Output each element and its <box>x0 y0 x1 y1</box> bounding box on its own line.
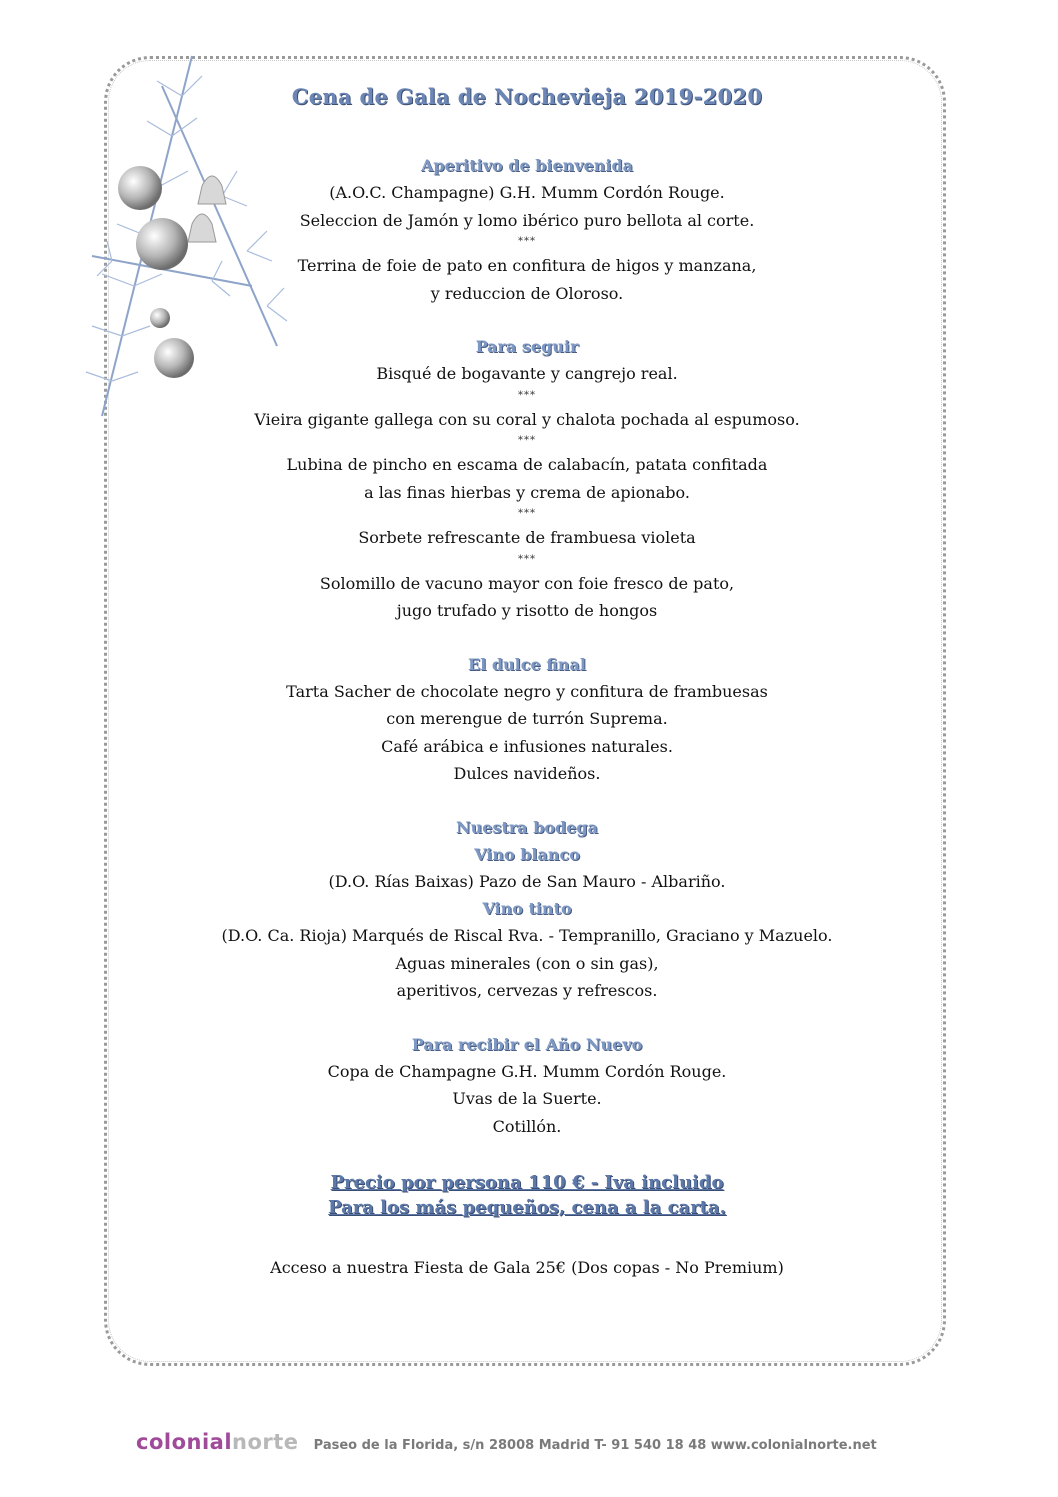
section-heading-vino-blanco: Vino blanco <box>474 844 580 864</box>
separator: *** <box>518 236 536 247</box>
brand-logo-part1: colonial <box>136 1430 233 1454</box>
section-heading-aperitivo: Aperitivo de bienvenida <box>420 156 634 175</box>
menu-item: aperitivos, cervezas y refrescos. <box>396 981 658 1000</box>
menu-item: con merengue de turrón Suprema. <box>386 709 668 728</box>
footer-address: Paseo de la Florida, s/n 28008 Madrid T- 91 540 18 48 www.colonialnorte.net <box>313 1438 877 1453</box>
section-heading-dulce: El dulce final <box>468 654 586 674</box>
menu-item: Copa de Champagne G.H. Mumm Cordón Rouge. <box>327 1061 727 1081</box>
menu-item: Sorbete refrescante de frambuesa violeta <box>358 528 696 547</box>
menu-item: jugo trufado y risotto de hongos <box>396 601 658 620</box>
menu-item: (D.O. Rías Baixas) Pazo de San Mauro - Albariño. <box>328 871 726 891</box>
menu-item: a las finas hierbas y crema de apionabo. <box>364 482 690 502</box>
separator: *** <box>518 508 536 519</box>
menu-item: Bisqué de bogavante y cangrejo real. <box>376 364 678 383</box>
menu-item: y reduccion de Oloroso. <box>430 283 624 303</box>
separator: *** <box>518 553 536 565</box>
menu-item: Solomillo de vacuno mayor con foie fresco de pato, <box>319 573 735 593</box>
brand-logo-part2: norte <box>232 1430 299 1454</box>
menu-item: (D.O. Ca. Rioja) Marqués de Riscal Rva. - Tempranillo, Graciano y Mazuelo. <box>221 926 833 945</box>
menu-item: Lubina de pincho en escama de calabacín, patata confitada <box>286 455 768 474</box>
separator: *** <box>518 435 536 446</box>
menu-content <box>110 82 944 1280</box>
section-heading-seguir: Para seguir <box>475 337 579 356</box>
price-line: Precio por persona 110 € - Iva incluido <box>330 1172 724 1193</box>
section-heading-vino-tinto: Vino tinto <box>482 899 572 918</box>
separator: *** <box>518 389 536 401</box>
menu-item: Tarta Sacher de chocolate negro y confitura de frambuesas <box>286 681 768 701</box>
gala-access-line: Acceso a nuestra Fiesta de Gala 25€ (Dos copas - No Premium) <box>270 1258 784 1277</box>
menu-item: Vieira gigante gallega con su coral y chalota pochada al espumoso. <box>254 409 800 429</box>
page-title: Cena de Gala de Nochevieja 2019-2020 <box>291 84 763 109</box>
menu-item: Uvas de la Suerte. <box>452 1089 602 1108</box>
menu-item: (A.O.C. Champagne) G.H. Mumm Cordón Rouge. <box>329 183 725 202</box>
children-price-line: Para los más pequeños, cena a la carta. <box>328 1197 726 1218</box>
section-heading-bodega: Nuestra bodega <box>456 817 598 837</box>
section-heading-ano-nuevo: Para recibir el Año Nuevo <box>411 1034 643 1054</box>
menu-item: Seleccion de Jamón y lomo ibérico puro bellota al corte. <box>299 210 755 230</box>
footer <box>136 1430 936 1454</box>
menu-item: Dulces navideños. <box>453 764 601 783</box>
menu-item: Cotillón. <box>492 1116 562 1136</box>
menu-item: Aguas minerales (con o sin gas), <box>395 953 659 973</box>
menu-item: Terrina de foie de pato en confitura de higos y manzana, <box>297 256 757 275</box>
menu-item: Café arábica e infusiones naturales. <box>381 736 673 756</box>
